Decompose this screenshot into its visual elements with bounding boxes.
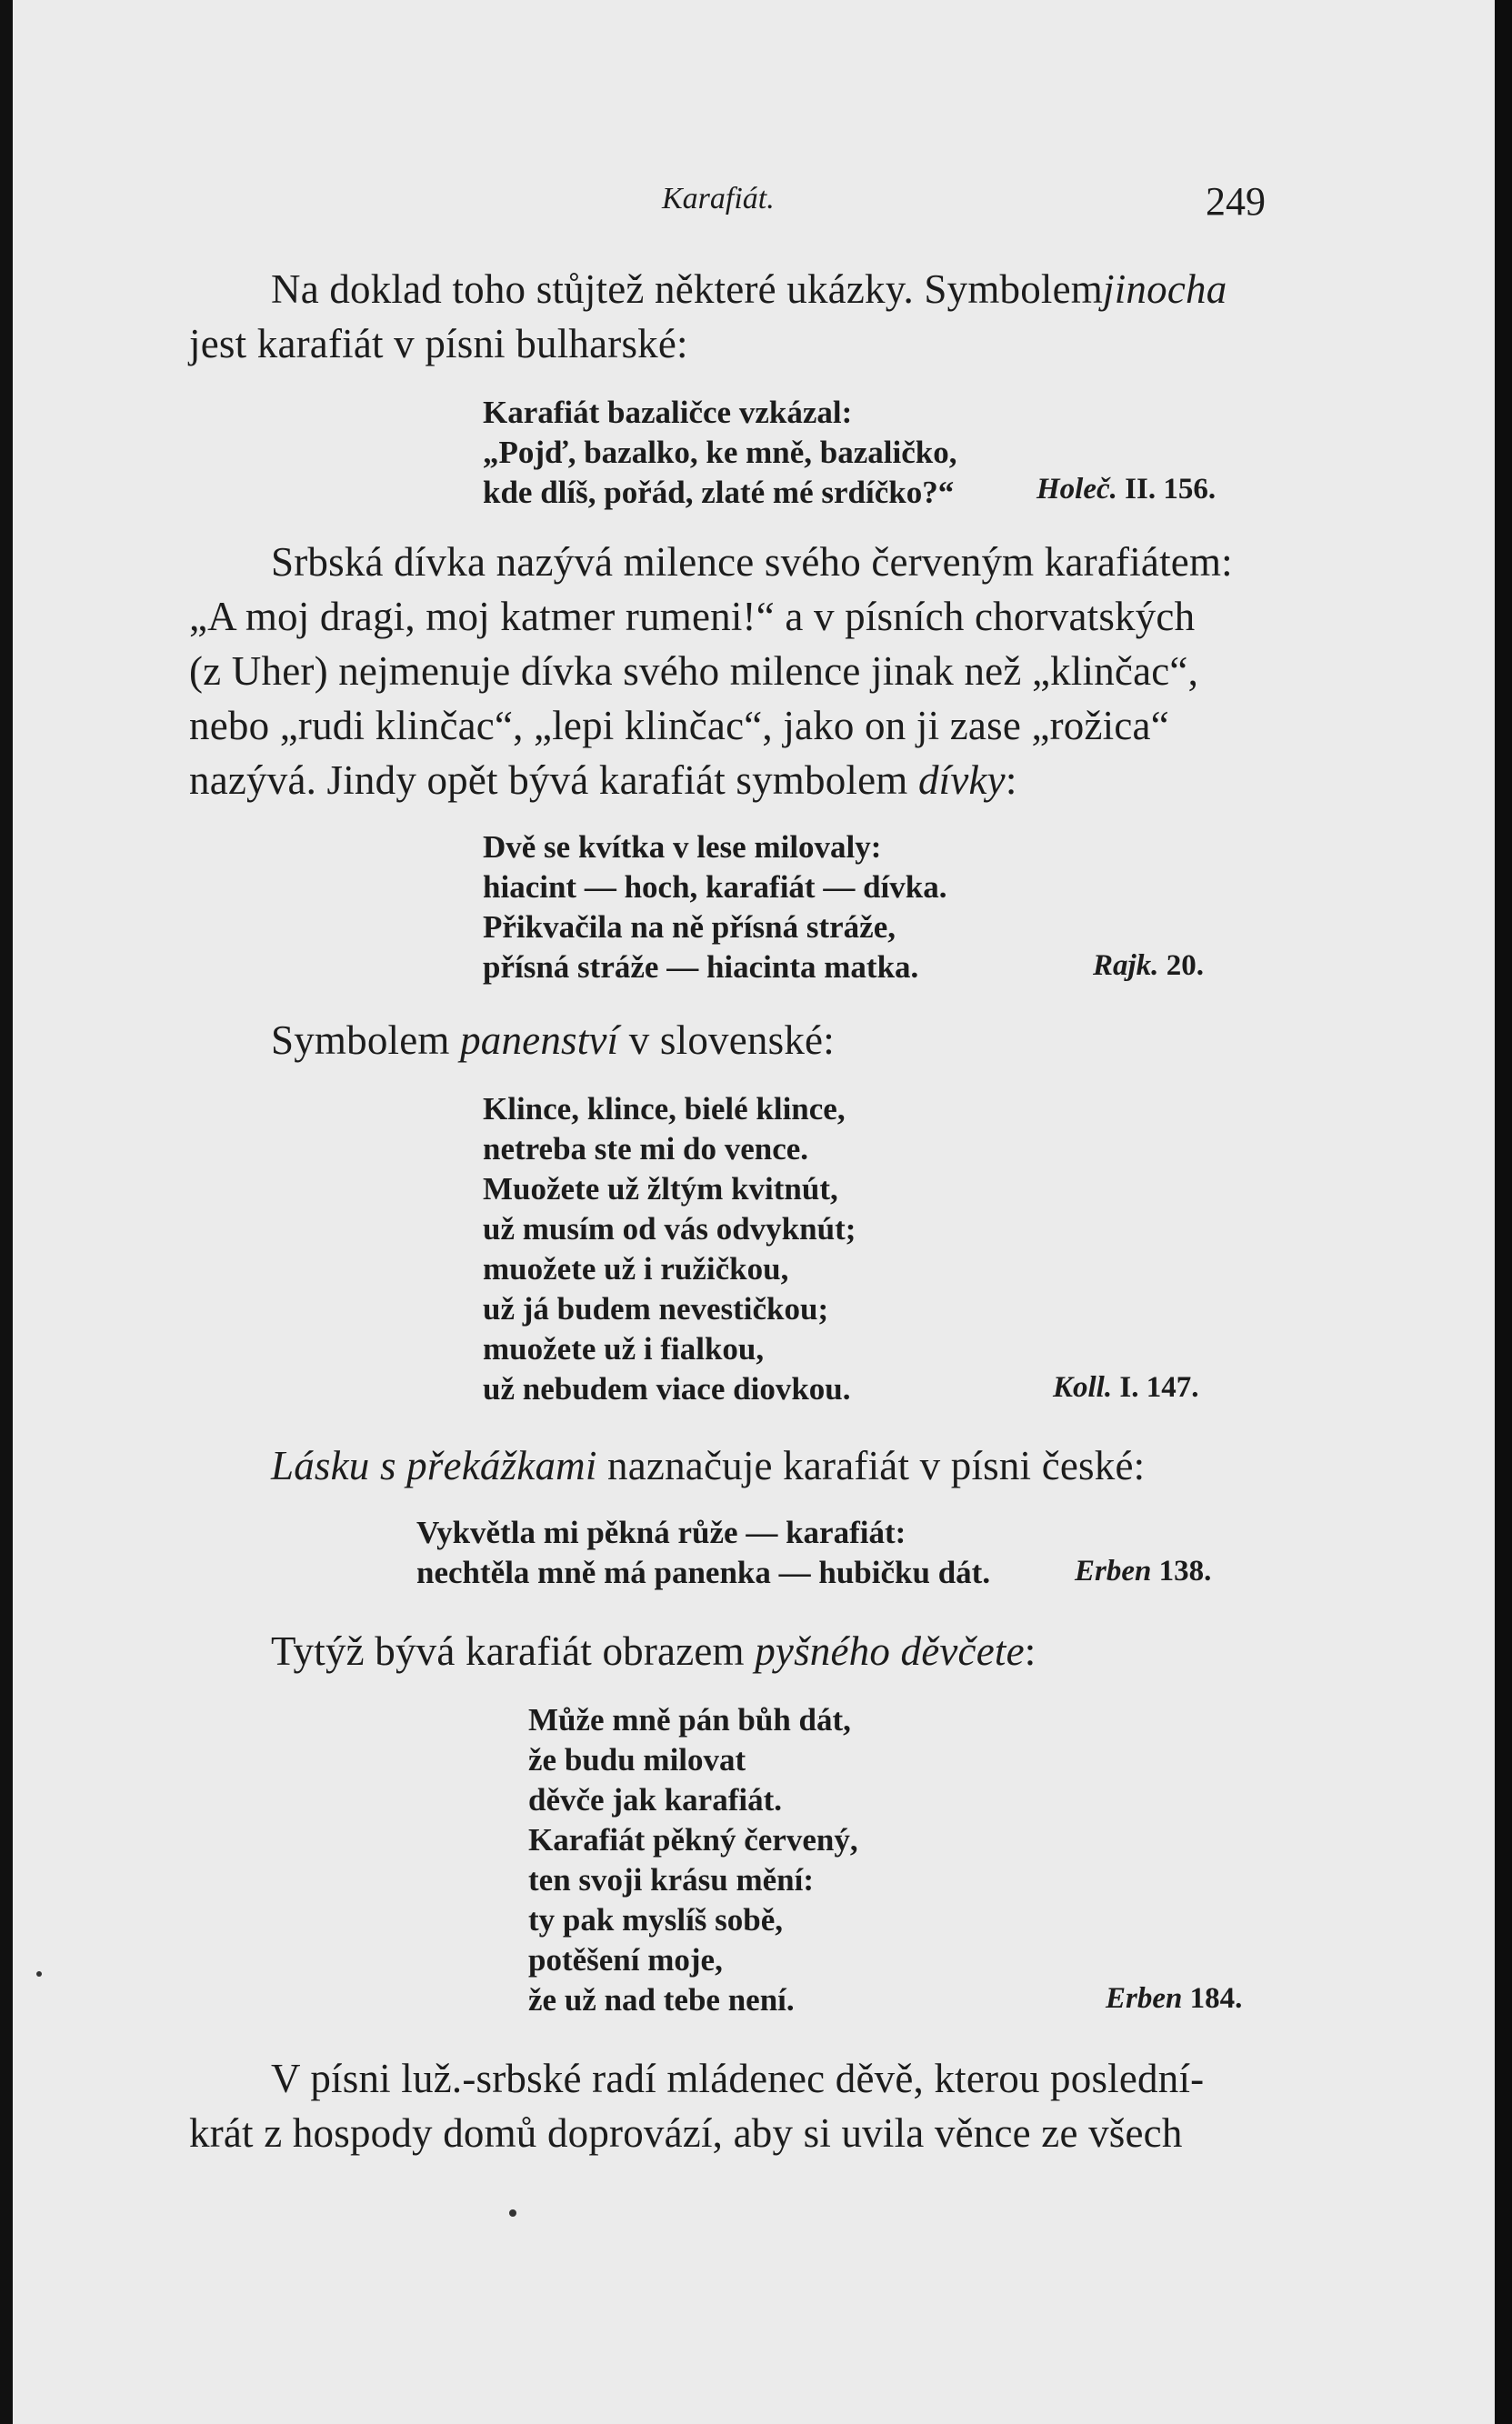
verse-5	[528, 1700, 858, 2020]
verse-line: Karafiát pěkný červený,	[528, 1822, 858, 1858]
emphasis-jinocha: jinocha	[1103, 266, 1227, 312]
paragraph-2-line: (z Uher) nejmenuje dívka svého milence jinak než „klinčac“,	[189, 648, 1199, 694]
verse-line: už nebudem viace diovkou.	[483, 1371, 851, 1407]
paragraph-1-line-2: jest karafiát v písni bulharské:	[189, 321, 688, 366]
paragraph-6	[189, 2051, 1204, 2160]
paragraph-1-line-1: Na doklad toho stůjtež některé ukázky. Symbolemjinocha	[271, 266, 1227, 312]
verse-line: už já budem nevestičkou;	[483, 1291, 829, 1327]
running-head-title: Karafiát.	[662, 182, 775, 215]
emphasis-panenstvi: panenství	[460, 1017, 619, 1063]
emphasis-pyseho-devcete: pyšného děvčete	[755, 1628, 1025, 1674]
emphasis-divky: dívky	[917, 757, 1006, 803]
emphasis-lasku-s-prekazkami: Lásku s překážkami	[271, 1443, 597, 1488]
paragraph-4: Lásku s překážkami naznačuje karafiát v písni české:	[271, 1443, 1146, 1488]
paragraph-2-line: Srbská dívka nazývá milence svého červeným karafiátem:	[271, 539, 1233, 585]
ink-speck	[36, 1971, 42, 1977]
verse-line: muožete už i fialkou,	[483, 1331, 765, 1367]
verse-line: Karafiát bazaličce vzkázal:	[483, 395, 853, 430]
paragraph-1	[189, 262, 1227, 371]
verse-5-reference: Erben 184.	[1106, 1982, 1243, 2015]
verse-line: Přikvačila na ně přísná stráže,	[483, 909, 896, 945]
verse-line: Klince, klince, bielé klince,	[483, 1091, 846, 1127]
paragraph-2	[189, 535, 1233, 807]
verse-line: že budu milovat	[528, 1742, 746, 1778]
paragraph-6-line: krát z hospody domů doprovází, aby si uvila věnce ze všech	[189, 2110, 1183, 2156]
verse-line: ten svoji krásu mění:	[528, 1862, 815, 1898]
verse-line: muožete už i ružičkou,	[483, 1251, 789, 1287]
scan-edge-right	[1495, 0, 1512, 2424]
verse-line: že už nad tebe není.	[528, 1982, 795, 2018]
verse-1-reference: Holeč. II. 156.	[1036, 473, 1217, 506]
verse-line: přísná stráže — hiacinta matka.	[483, 949, 919, 985]
verse-1	[483, 393, 957, 513]
paragraph-3: Symbolem panenství v slovenské:	[271, 1017, 835, 1063]
verse-line: Vykvětla mi pěkná růže — karafiát:	[416, 1515, 906, 1550]
verse-line: už musím od vás odvyknút;	[483, 1211, 856, 1247]
paragraph-2-line: „A moj dragi, moj katmer rumeni!“ a v písních chorvatských	[189, 594, 1196, 639]
verse-4-reference: Erben 138.	[1075, 1555, 1212, 1588]
scan-edge-left	[0, 0, 13, 2424]
verse-line: děvče jak karafiát.	[528, 1782, 782, 1818]
verse-line: potěšení moje,	[528, 1942, 723, 1978]
verse-line: „Pojď, bazalko, ke mně, bazaličko,	[483, 435, 957, 470]
paragraph-5: Tytýž bývá karafiát obrazem pyšného děvčete:	[271, 1628, 1036, 1674]
verse-line: nechtěla mně má panenka — hubičku dát.	[416, 1555, 991, 1590]
verse-line: kde dlíš, pořád, zlaté mé srdíčko?“	[483, 475, 955, 510]
ink-speck	[509, 2209, 516, 2217]
verse-line: netreba ste mi do vence.	[483, 1131, 809, 1167]
paragraph-6-line: V písni luž.-srbské radí mládenec děvě, kterou poslední-	[271, 2056, 1205, 2101]
verse-line: Dvě se kvítka v lese milovaly:	[483, 829, 882, 865]
verse-line: Muožete už žltým kvitnút,	[483, 1171, 838, 1207]
paragraph-2-line: nebo „rudi klinčac“, „lepi klinčac“, jako on ji zase „rožica“	[189, 703, 1169, 748]
verse-line: Může mně pán bůh dát,	[528, 1702, 851, 1738]
verse-4	[416, 1513, 990, 1593]
paragraph-2-line: nazývá. Jindy opět bývá karafiát symbolem dívky:	[189, 757, 1017, 803]
page-number: 249	[1206, 179, 1266, 224]
verse-2	[483, 827, 946, 987]
verse-line: ty pak myslíš sobě,	[528, 1902, 784, 1938]
verse-line: hiacint — hoch, karafiát — dívka.	[483, 869, 947, 905]
verse-3	[483, 1089, 856, 1409]
verse-2-reference: Rajk. 20.	[1093, 949, 1204, 982]
verse-3-reference: Koll. I. 147.	[1053, 1371, 1199, 1404]
book-page	[13, 0, 1495, 2424]
